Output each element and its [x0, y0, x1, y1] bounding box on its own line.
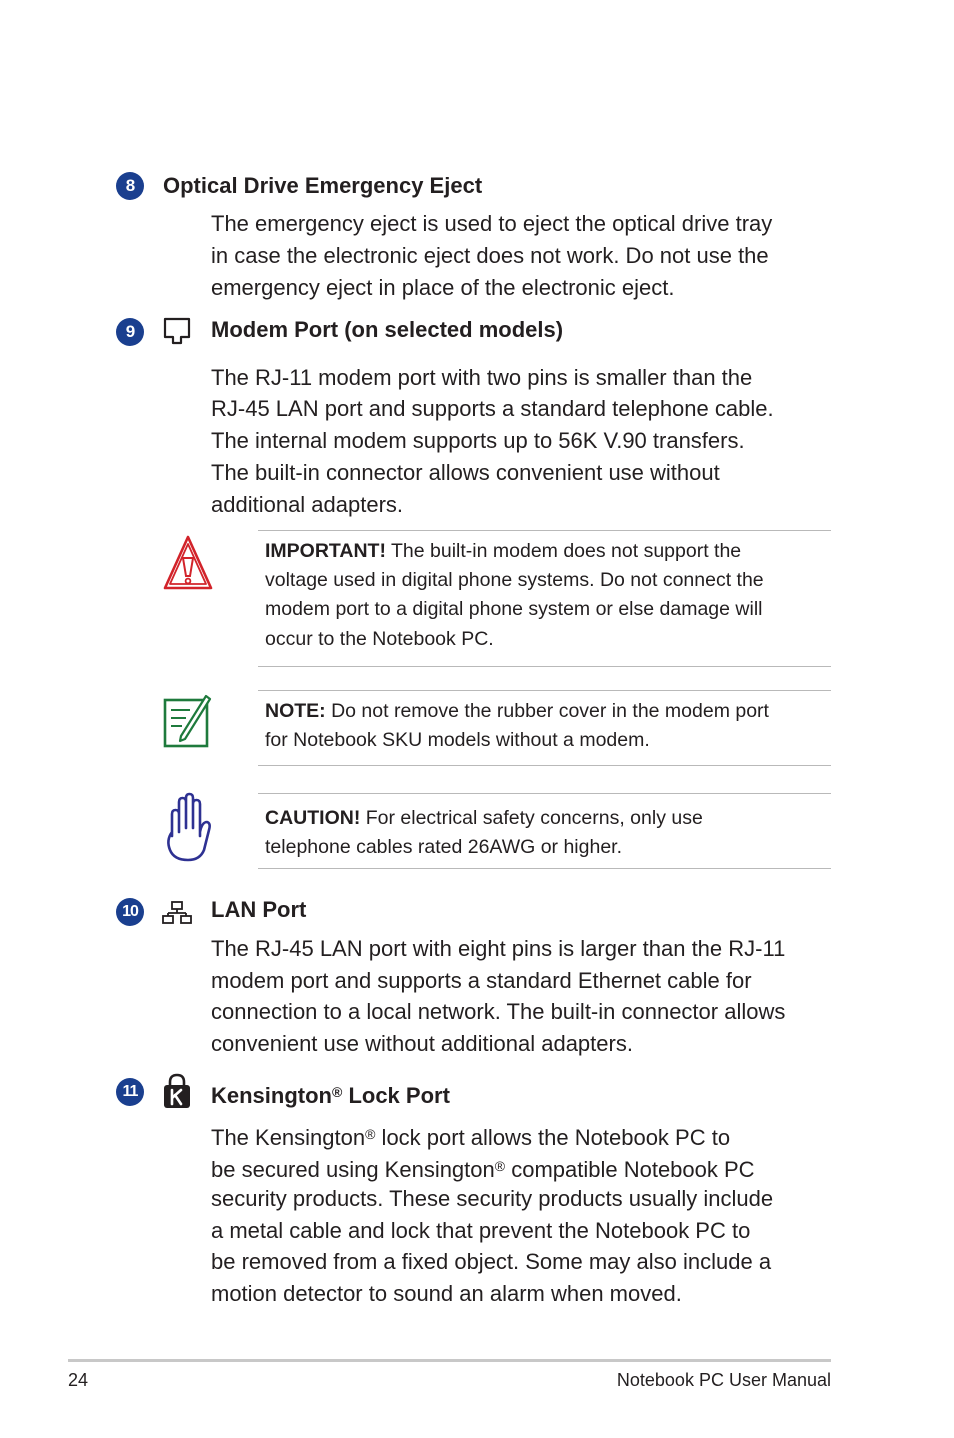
- body-line: convenient use without additional adapters.: [211, 1031, 633, 1056]
- hand-stop-icon: [162, 792, 214, 864]
- section-number-badge: 9: [116, 318, 144, 346]
- body-line: The emergency eject is used to eject the optical drive tray: [211, 211, 773, 236]
- notice-line: [265, 697, 769, 726]
- notice-line: modem port to a digital phone system or else damage will: [265, 598, 763, 620]
- body-line: be removed from a fixed object. Some may also include a: [211, 1249, 772, 1274]
- heading-text: Kensington: [211, 1083, 332, 1108]
- notice-divider: [258, 666, 831, 667]
- notice-divider: [258, 868, 831, 869]
- lan-port-icon: [162, 900, 192, 926]
- page-number: 24: [68, 1370, 89, 1390]
- notice-line: [265, 804, 703, 833]
- body-line: [211, 1151, 755, 1186]
- notice-line: for Notebook SKU models without a modem.: [265, 729, 650, 751]
- notice-divider: [258, 530, 831, 531]
- section-heading: LAN Port: [211, 897, 307, 922]
- body-line: The built-in connector allows convenient use without: [211, 460, 720, 485]
- body-line: emergency eject in place of the electronic eject.: [211, 275, 675, 300]
- body-line: connection to a local network. The built-in connector allows: [211, 999, 786, 1024]
- note-pencil-icon: [162, 692, 212, 750]
- heading-text: Lock Port: [342, 1083, 450, 1108]
- registered-mark: ®: [494, 1158, 506, 1174]
- body-line: additional adapters.: [211, 492, 404, 517]
- section-number-badge: 11: [116, 1078, 144, 1106]
- notice-divider: [258, 765, 831, 766]
- body-line: a metal cable and lock that prevent the Notebook PC to: [211, 1218, 751, 1243]
- notice-line: occur to the Notebook PC.: [265, 628, 494, 650]
- registered-mark: ®: [365, 1126, 376, 1142]
- body-text: lock port allows the Notebook PC to: [375, 1125, 731, 1150]
- modem-port-icon: [162, 316, 192, 346]
- body-line: The RJ-11 modem port with two pins is smaller than the: [211, 365, 753, 390]
- body-line: security products. These security products usually include: [211, 1186, 774, 1211]
- section-heading: [211, 1078, 450, 1110]
- notice-line: [265, 537, 741, 566]
- body-line: motion detector to sound an alarm when moved.: [211, 1281, 682, 1306]
- manual-title: Notebook PC User Manual: [616, 1370, 831, 1390]
- body-text: compatible Notebook PC: [505, 1157, 755, 1182]
- notice-line: voltage used in digital phone systems. Do not connect the: [265, 569, 764, 591]
- notice-line: telephone cables rated 26AWG or higher.: [265, 836, 622, 858]
- body-text: be secured using Kensington: [211, 1157, 495, 1182]
- body-line: [211, 1119, 730, 1154]
- notice-text: The built-in modem does not support the: [385, 540, 742, 562]
- section-number-badge: 10: [116, 898, 144, 926]
- caution-label: CAUTION!: [265, 807, 361, 829]
- body-line: modem port and supports a standard Ethernet cable for: [211, 968, 752, 993]
- section-number-badge: 8: [116, 172, 144, 200]
- registered-mark: ®: [332, 1084, 343, 1100]
- important-label: IMPORTANT!: [265, 540, 386, 562]
- notice-text: For electrical safety concerns, only use: [360, 807, 703, 829]
- notice-divider: [258, 793, 831, 794]
- notice-divider: [258, 690, 831, 691]
- body-line: The RJ-45 LAN port with eight pins is larger than the RJ-11: [211, 936, 786, 961]
- section-heading: Optical Drive Emergency Eject: [163, 173, 483, 198]
- footer-rule: [68, 1359, 831, 1362]
- kensington-lock-icon: [162, 1072, 192, 1110]
- body-line: in case the electronic eject does not work. Do not use the: [211, 243, 769, 268]
- section-heading: Modem Port (on selected models): [211, 317, 564, 342]
- body-line: RJ-45 LAN port and supports a standard telephone cable.: [211, 396, 774, 421]
- body-line: The internal modem supports up to 56K V.90 transfers.: [211, 428, 745, 453]
- body-text: The Kensington: [211, 1125, 366, 1150]
- note-label: NOTE:: [265, 700, 326, 722]
- notice-text: Do not remove the rubber cover in the modem port: [325, 700, 769, 722]
- warning-triangle-icon: [162, 534, 214, 592]
